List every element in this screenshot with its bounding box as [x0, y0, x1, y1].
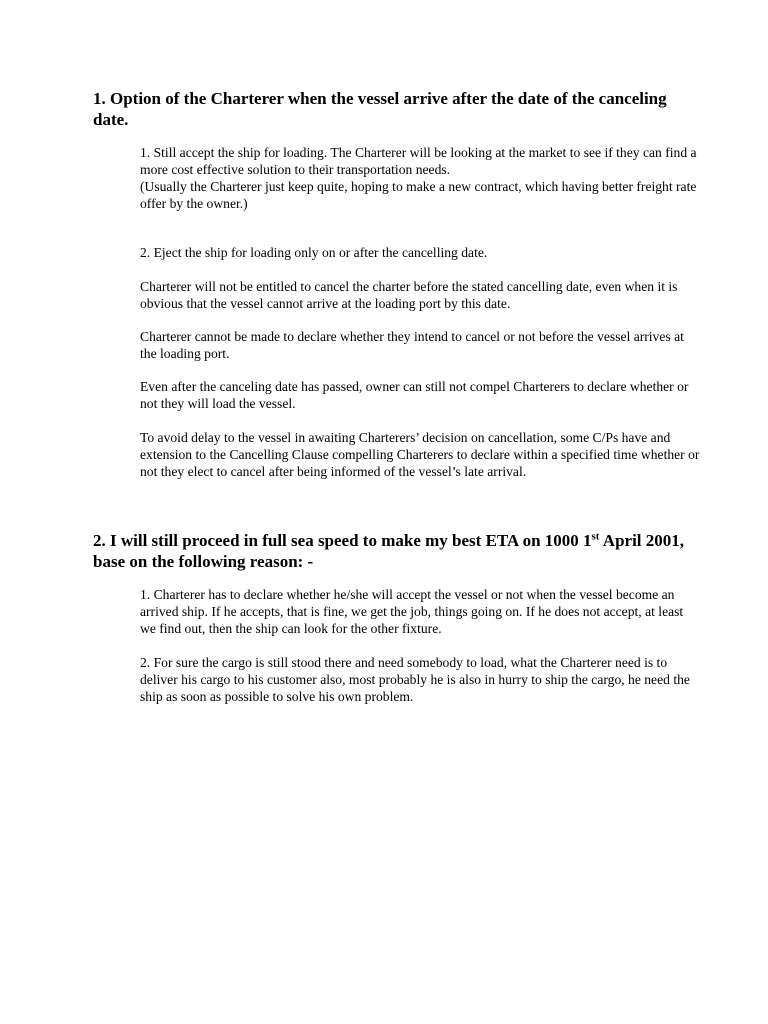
section2-heading-part2: April 2001, base on the following reason: -: [93, 531, 685, 571]
section1-item2: [140, 244, 700, 261]
section2-item1: [140, 586, 700, 637]
section1-para3: [140, 378, 700, 412]
section1-para1-text: Charterer will not be entitled to cancel the charter before the stated cancelling date, even when it is obvious that the vessel cannot arrive at the loading port by this date.: [140, 279, 678, 311]
section1-item1-note: (Usually the Charterer just keep quite, hoping to make a new contract, which having better freight rate offer by the owner.): [140, 179, 697, 211]
section1-para3-text: Even after the canceling date has passed, owner can still not compel Charterers to declare whether or not they will load the vessel.: [140, 379, 689, 411]
section1-item1-text: 1. Still accept the ship for loading. The Charterer will be looking at the market to see if they can find a more cost effective solution to their transportation needs.: [140, 145, 697, 177]
section1-heading: 1. Option of the Charterer when the vessel arrive after the date of the canceling date.: [93, 89, 667, 129]
section2-heading: [93, 530, 693, 572]
section2-item2: [140, 654, 700, 705]
section2-heading-superscript: st: [591, 530, 600, 543]
section1-para4: [140, 429, 700, 480]
section1-item1: [140, 144, 700, 212]
section2-heading-part1: 2. I will still proceed in full sea speed to make my best ETA on 1000 1: [93, 531, 592, 550]
section2-item2-text: 2. For sure the cargo is still stood there and need somebody to load, what the Charterer need is to deliver his cargo to his customer also, most probably he is also in hurry to ship the cargo, he need the ship as soon as possible to solve his own problem.: [140, 655, 690, 704]
section2-item1-text: 1. Charterer has to declare whether he/she will accept the vessel or not when the vessel become an arrived ship. If he accepts, that is fine, we get the job, things going on. If he does not accept, at least we find out, then the ship can look for the other fixture.: [140, 587, 684, 636]
section1-para4-text: To avoid delay to the vessel in awaiting Charterers’ decision on cancellation, some C/Ps have and extension to the Cancelling Clause compelling Charterers to declare within a specified time whether or not they elect to cancel after being informed of the vessel’s late arrival.: [140, 430, 700, 479]
section1-para2: [140, 328, 700, 362]
section1-para1: [140, 278, 700, 312]
section1-item2-text: 2. Eject the ship for loading only on or after the cancelling date.: [140, 245, 488, 260]
section1-para2-text: Charterer cannot be made to declare whether they intend to cancel or not before the vessel arrives at the loading port.: [140, 329, 684, 361]
